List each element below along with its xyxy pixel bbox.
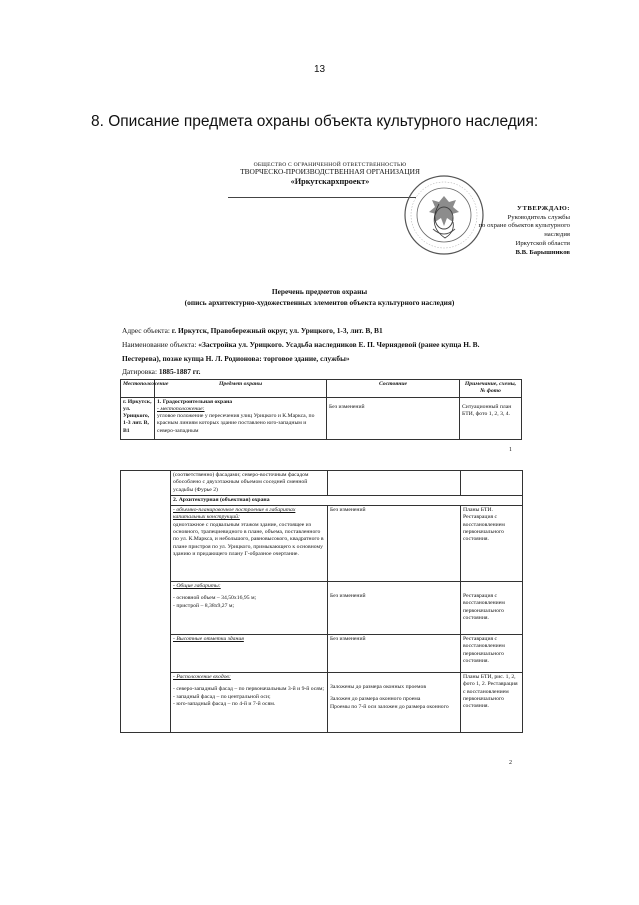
continuation-cell: (соответственно) фасадами; северо-восточным фасадом обособлено с двухэтажным объемом соседней сменной усадьбы (Фурье 2)	[171, 471, 328, 496]
entrance-state-3: Проемы по 7-й оси заложен до размера оконного	[330, 703, 449, 710]
state-cell: Без изменений	[328, 635, 461, 673]
table-header-row	[121, 380, 522, 398]
org-line-2: ТВОРЧЕСКО-ПРОИЗВОДСТВЕННАЯ ОРГАНИЗАЦИЯ	[240, 167, 420, 177]
dimensions-main: - основной объем – 34,50х16,95 м;	[173, 595, 257, 602]
note-cell: Реставрация с восстановлением первоначального состояния.	[461, 635, 523, 673]
section2-title: 2. Архитектурная (объектная) охрана	[171, 495, 523, 505]
approval-name: В.В. Барышников	[515, 248, 570, 256]
note-cell	[461, 582, 523, 635]
object-name-label: Наименование объекта:	[122, 340, 197, 349]
state-text: Без изменений	[330, 593, 366, 600]
subject-cell	[171, 506, 328, 582]
state-text: Без изменений	[329, 403, 365, 410]
location-cell-empty	[121, 471, 171, 733]
address-line	[122, 326, 383, 335]
dating-value: 1885-1887 гг.	[158, 367, 201, 376]
address-label: Адрес объекта:	[122, 326, 170, 335]
object-name-value-2: Пестерева), позже купца Н. Л. Родионова: торговое здание, службы»	[122, 354, 350, 363]
table-row	[121, 471, 523, 496]
address-value: г. Иркутск, Правобережный округ, ул. Урицкого, 1-3, лит. В, В1	[171, 326, 383, 335]
note-cell: Планы БТИ. Реставрация с восстановлением первоначального состояния.	[461, 506, 523, 582]
entrance-state-2: Заложен до размера оконного проема	[330, 696, 421, 703]
entrance-sw: - юго-западный фасад – по 4-й и 7-й осям.	[173, 701, 276, 708]
note-text: Реставрация с восстановлением первоначального состояния.	[463, 593, 505, 622]
list-subtitle: (опись архитектурно-художественных элементов объекта культурного наследия)	[184, 298, 455, 307]
org-name: «Иркутскархпроект»	[290, 176, 370, 186]
header-state: Состояние	[327, 380, 460, 398]
state-cell	[327, 397, 460, 439]
dating-line	[122, 367, 200, 376]
entrance-nw: - северо-западный фасад – по первоначальным 3-й и 9-й осям;	[173, 686, 325, 693]
org-line-1: ОБЩЕСТВО С ОГРАНИЧЕННОЙ ОТВЕТСТВЕННОСТЬЮ	[253, 162, 407, 168]
protection-table-part-1	[120, 379, 522, 440]
approval-line-1: Руководитель службы	[507, 213, 570, 221]
header-note: Примечание, схемы, № фото	[460, 380, 522, 398]
approval-block	[470, 205, 570, 257]
section1-text: угловое положение у пересечения улиц Урицкого и К.Маркса, по красным линиям которых здание поставлено юго-западным и северо-западным	[157, 413, 315, 434]
object-name-value-1: «Застройка ул. Урицкого. Усадьба наследников Е. П. Чернядевой (ранее купца Н. В.	[198, 340, 480, 349]
section1-title: 1. Градостроительная охрана	[157, 398, 233, 405]
approval-title: УТВЕРЖДАЮ:	[517, 205, 570, 212]
dating-label: Датировка:	[122, 367, 158, 376]
subject-cell	[171, 673, 328, 733]
entrance-state-1: Заложены до размера оконных проемов	[330, 684, 427, 691]
dimensions-subtitle: - Общие габариты:	[173, 583, 221, 590]
note-cell: Планы БТИ, рис. 1, 2, фото 1, 2. Реставрация с восстановлением первоначального состояния.	[461, 673, 523, 733]
heights-subtitle: - Высотные отметки здания	[171, 635, 328, 673]
section1-subtitle: - местоположение:	[157, 405, 205, 412]
location-cell: г. Иркутск, ул. Урицкого, 1-3 лит. В, В1	[121, 397, 155, 439]
object-name-line	[122, 340, 479, 349]
dimensions-annex: - пристрой – 8,38х9,27 м;	[173, 602, 235, 609]
entrances-subtitle: - Расположение входов:	[173, 674, 231, 681]
subject-cell	[171, 582, 328, 635]
note-cell	[460, 397, 522, 439]
table-page-number: 2	[509, 760, 512, 766]
object-name-line-2	[122, 354, 350, 363]
table-page-number: 1	[509, 447, 512, 453]
approval-line-3: Иркутской области	[515, 239, 570, 247]
state-cell	[328, 673, 461, 733]
org-divider	[228, 197, 416, 198]
table-row	[121, 635, 523, 673]
state-cell: Без изменений	[328, 506, 461, 582]
volume-subtitle: - объемно-планировочное построение в габаритах капитальных конструкций:	[173, 507, 296, 521]
volume-text: одноэтажное с подвальным этажом здание, состоящее из основного, трапециевидного в плане, объема, поставленного по ул. К.Маркса, и небольшого, равновысокого, квадратного в плане пристроя по ул. Урицкого, примыкающего к основному зданию и придающего плану Г-образное очертание.	[173, 521, 324, 557]
list-title: Перечень предметов охраны	[271, 287, 368, 296]
protection-table-part-2	[120, 470, 523, 733]
header-location: Местоположение	[121, 380, 155, 398]
section-heading: 8. Описание предмета охраны объекта культурного наследия:	[91, 113, 539, 130]
note-text: Ситуационный план БТИ, фото 1, 2, 3, 4.	[462, 403, 512, 417]
table-row	[121, 506, 523, 582]
entrance-w: - западный фасад – по центральной оси;	[173, 693, 271, 700]
state-cell	[328, 582, 461, 635]
table-row	[121, 495, 523, 505]
table-row	[121, 397, 522, 439]
subject-cell	[155, 397, 327, 439]
table-row	[121, 582, 523, 635]
page-number: 13	[313, 64, 326, 75]
table-row	[121, 673, 523, 733]
approval-line-2: по охране объектов культурного наследия	[478, 222, 570, 239]
header-subject: Предмет охраны	[155, 380, 327, 398]
